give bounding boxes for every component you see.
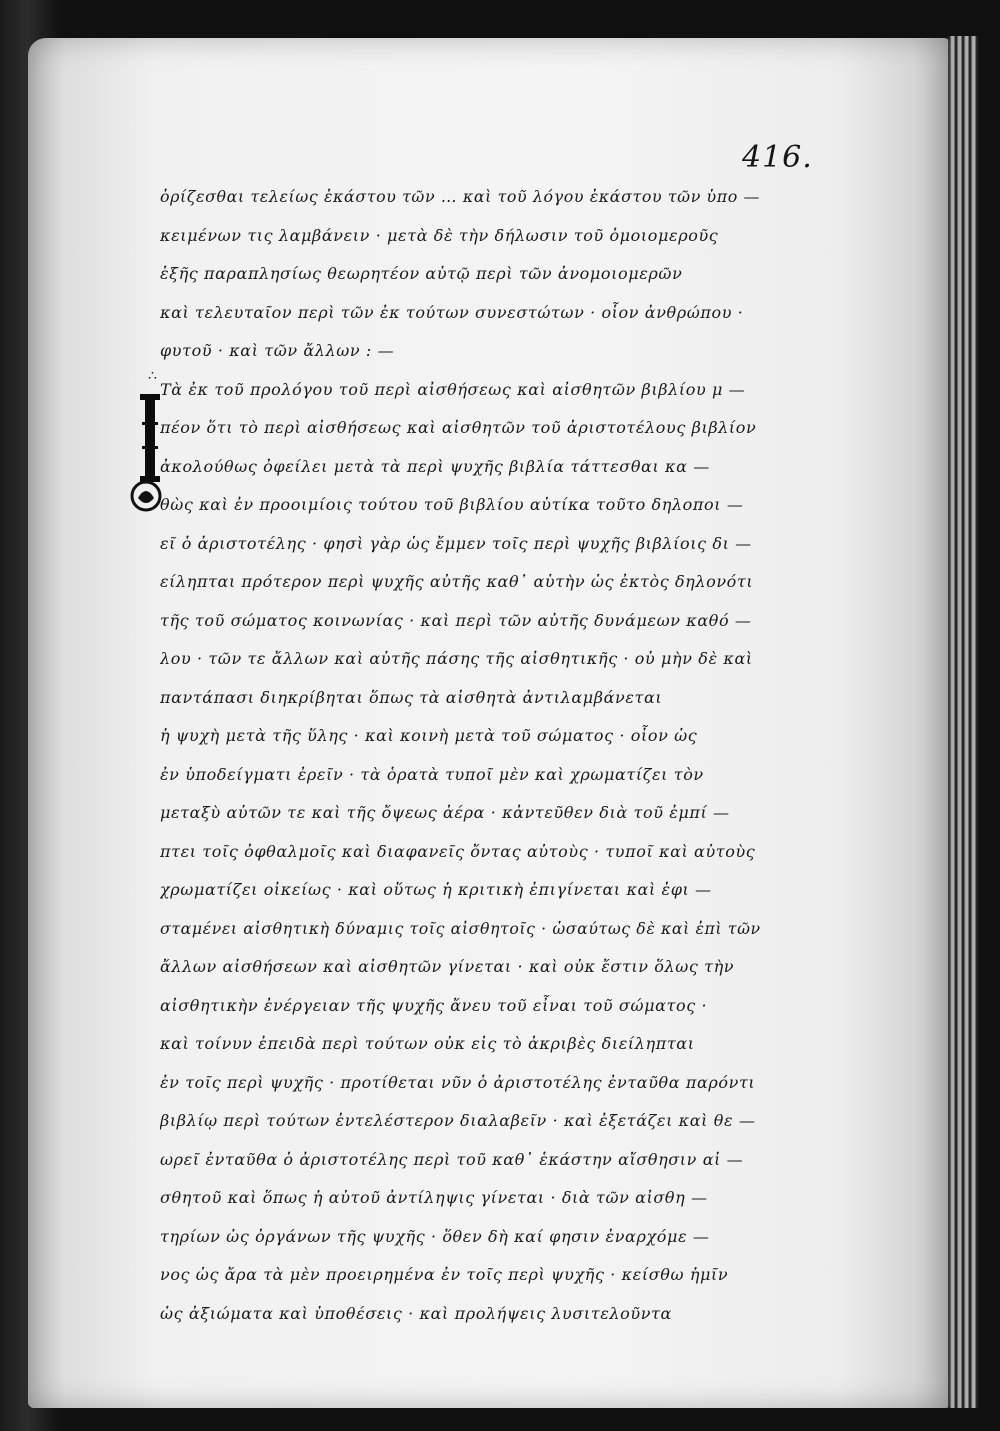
text-line-14: παντάπασι διηκρίβηται ὅπως τὰ αἰσθητὰ ἀντιλαμβάνεται [160,687,663,707]
text-line-21: ἄλλων αἰσθήσεων καὶ αἰσθητῶν γίνεται · καὶ οὐκ ἔστιν ὅλως τὴν [160,957,735,976]
text-line-2: κειμένων τις λαμβάνειν · μετὰ δὲ τὴν δήλωσιν τοῦ ὁμοιομεροῦς [160,225,719,245]
section-heading-line: Τὰ ἐκ τοῦ προλόγου τοῦ περὶ αἰσθήσεως καὶ αἰσθητῶν βιβλίου μ — [160,379,746,399]
text-line-9: θὼς καὶ ἐν προοιμίοις τούτου τοῦ βιβλίου αὐτίκα τοῦτο δηλοποι — [160,495,744,514]
text-line-20: σταμένει αἰσθητικὴ δύναμις τοῖς αἰσθητοῖς · ὡσαύτως δὲ καὶ ἐπὶ τῶν [160,918,761,938]
decorated-initial-letter [138,392,162,484]
text-line-3: ἑξῆς παραπλησίως θεωρητέον αὐτῷ περὶ τῶν ἀνομοιομερῶν [160,264,683,283]
section-marker: ∴ [148,368,157,384]
text-line-24: ἐν τοῖς περὶ ψυχῆς · προτίθεται νῦν ὁ ἀριστοτέλης ἐνταῦθα παρόντι [160,1072,756,1092]
initial-letter-shape [138,392,162,484]
text-line-27: σθητοῦ καὶ ὅπως ἡ αὐτοῦ ἀντίληψις γίνεται · διὰ τῶν αἰσθη — [160,1188,708,1207]
text-line-29: νος ὡς ἄρα τὰ μὲν προειρημένα ἐν τοῖς περὶ ψυχῆς · κείσθω ἡμῖν [160,1265,729,1284]
page-stack-edges [948,36,978,1408]
text-line-26: ωρεῖ ἐνταῦθα ὁ ἀριστοτέλης περὶ τοῦ καθ᾽ ἑκάστην αἴσθησιν αἰ — [160,1149,744,1169]
text-line-22: αἰσθητικὴν ἐνέργειαν τῆς ψυχῆς ἄνευ τοῦ εἶναι τοῦ σώματος · [160,995,708,1015]
text-line-18: πτει τοῖς ὀφθαλμοῖς καὶ διαφανεῖς ὄντας αὐτοὺς · τυποῖ καὶ αὐτοὺς [160,841,756,861]
text-line-30: ὡς ἀξιώματα καὶ ὑποθέσεις · καὶ προλήψεις λυσιτελοῦντα [160,1303,672,1323]
text-line-11: είληπται πρότερον περὶ ψυχῆς αὐτῆς καθ᾽ αὑτὴν ὡς ἐκτὸς δηλονότι [160,572,754,591]
text-line-4: καὶ τελευταῖον περὶ τῶν ἐκ τούτων συνεστώτων · οἷον ἀνθρώπου · [160,302,744,322]
text-line-17: μεταξὺ αὐτῶν τε καὶ τῆς ὄψεως ἀέρα · κἀντεῦθεν διὰ τοῦ ἐμπί — [160,803,730,822]
text-line-16: ἐν ὑποδείγματι ἐρεῖν · τὰ ὁρατὰ τυποῖ μὲν καὶ χρωματίζει τὸν [160,764,704,784]
text-line-5: φυτοῦ · καὶ τῶν ἄλλων : — [160,341,395,360]
text-line-7: πέον ὅτι τὸ περὶ αἰσθήσεως καὶ αἰσθητῶν τοῦ ἀριστοτέλους βιβλίον [160,418,757,437]
folio-number: 416. [742,140,813,175]
text-line-28: τηρίων ὡς ὀργάνων τῆς ψυχῆς · ὅθεν δὴ καί φησιν ἐναρχόμε — [160,1226,710,1246]
manuscript-text-block [160,178,760,1333]
text-line-19: χρωματίζει οἰκείως · καὶ οὕτως ἡ κριτικὴ ἐπιγίνεται καὶ ἐφι — [160,880,712,899]
text-line-23: καὶ τοίνυν ἐπειδὰ περὶ τούτων οὐκ εἰς τὸ ἀκριβὲς διείληπται [160,1034,695,1053]
text-line-12: τῆς τοῦ σώματος κοινωνίας · καὶ περὶ τῶν αὐτῆς δυνάμεων καθό — [160,610,752,630]
text-line-15: ἡ ψυχὴ μετὰ τῆς ὕλης · καὶ κοινὴ μετὰ τοῦ σώματος · οἷον ὡς [160,726,698,745]
text-line-8: ἀκολούθως ὀφείλει μετὰ τὰ περὶ ψυχῆς βιβλία τάττεσθαι κα — [160,456,710,476]
text-line-25: βιβλίῳ περὶ τούτων ἐντελέστερον διαλαβεῖν · καὶ ἐξετάζει καὶ θε — [160,1111,756,1130]
initial-ornament-icon [128,478,164,514]
text-line-13: λου · τῶν τε ἄλλων καὶ αὐτῆς πάσης τῆς αἰσθητικῆς · οὐ μὴν δὲ καὶ [160,649,753,668]
text-line-10: εῖ ὁ ἀριστοτέλης · φησὶ γὰρ ὡς ἔμμεν τοῖς περὶ ψυχῆς βιβλίοις δι — [160,533,752,553]
text-line-1: ὁρίζεσθαι τελείως ἑκάστου τῶν … καὶ τοῦ λόγου ἑκάστου τῶν ὑπο — [160,187,760,206]
